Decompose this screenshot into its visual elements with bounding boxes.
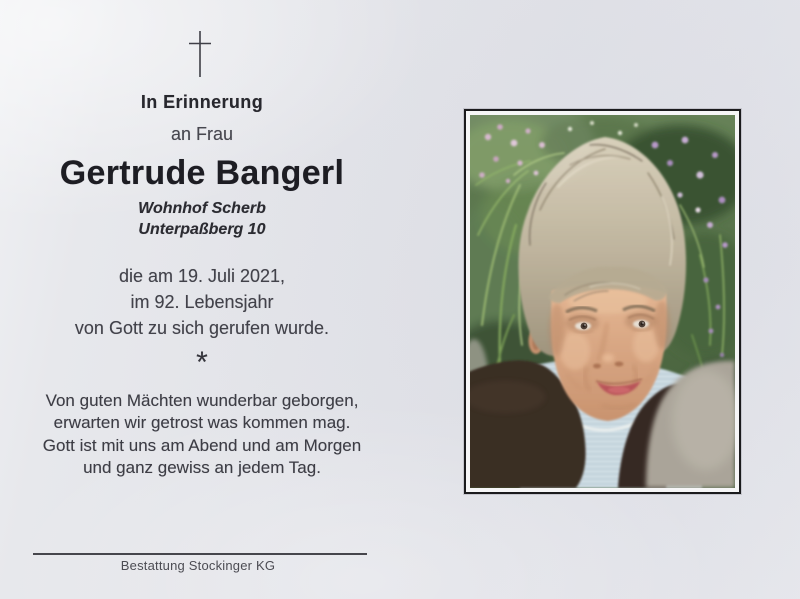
cross-icon	[186, 28, 214, 80]
residence-line-2: Unterpaßberg 10	[138, 221, 266, 238]
poem-line: Von guten Mächten wunderbar geborgen,	[45, 391, 359, 410]
death-notice	[0, 263, 404, 341]
poem-line: erwarten wir getrost was kommen mag.	[53, 413, 351, 433]
memorial-label: In Erinnerung	[140, 92, 264, 112]
footer-divider	[33, 553, 367, 555]
poem-line: und ganz gewiss an jedem Tag.	[83, 458, 321, 478]
salutation-label: an Frau	[170, 124, 234, 144]
asterisk-separator: *	[196, 346, 208, 379]
residence-line-1: Wohnhof Scherb	[138, 200, 266, 217]
funeral-home-label: Bestattung Stockinger KG	[120, 558, 276, 573]
deceased-name: Gertrude Bangerl	[59, 154, 345, 192]
portrait-illustration	[470, 115, 735, 488]
death-notice-line: die am 19. Juli 2021,	[118, 266, 286, 286]
death-notice-line: von Gott zu sich gerufen wurde.	[74, 318, 330, 338]
portrait-photo	[464, 109, 741, 494]
poem	[0, 390, 404, 480]
death-notice-line: im 92. Lebensjahr	[130, 292, 274, 312]
poem-line: Gott ist mit uns am Abend und am Morgen	[42, 435, 362, 455]
